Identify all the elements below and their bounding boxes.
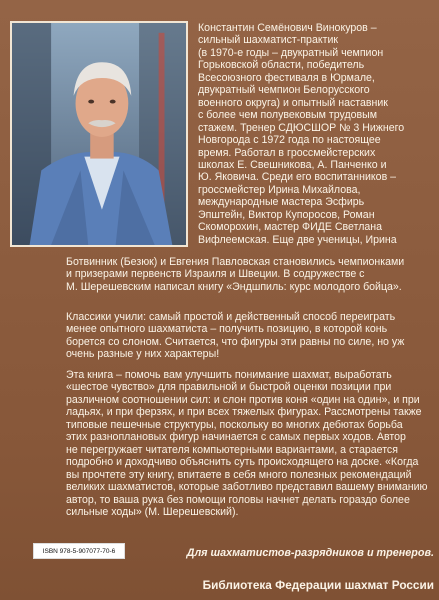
- bio-line: Константин Семёнович Винокуров –: [198, 22, 377, 34]
- author-bio-continued: [66, 256, 434, 293]
- bio-line: Всесоюзного фестиваля в Юрмале,: [198, 71, 375, 84]
- bio-line: и призерами первенств Израиля и Швеции. В содружестве с: [66, 268, 365, 281]
- description-line: вы прочтете эту книгу, впитаете в себя много полезных рекомендаций: [66, 468, 412, 481]
- description-line: великих шахматистов, которые заботливо представил вашему вниманию: [66, 481, 428, 494]
- bio-line: Новгорода с 1972 года по настоящее: [198, 134, 381, 147]
- description-line: ладьях, и при ферзях, и при всех тяжелых фигурах. Рассмотрены также: [66, 406, 422, 419]
- bio-line: Вифлеемская. Еще две ученицы, Ирина: [198, 233, 397, 246]
- bio-line: Горьковской области, победитель: [198, 59, 365, 72]
- author-portrait-image: [12, 23, 186, 245]
- bio-line: сильный шахматист-практик: [198, 34, 338, 47]
- bio-line: школах Е. Свешникова, А. Панченко и: [198, 158, 387, 171]
- bio-line: военного округа) и опытный наставник: [198, 96, 388, 109]
- bio-line: Эпштейн, Виктор Купоросов, Роман: [198, 208, 375, 221]
- bio-line: международные мастера Эсфирь: [198, 196, 365, 209]
- intro-line: менее опытного шахматиста – получить позицию, в которой конь: [66, 323, 388, 336]
- description-line: различном соотношении сил: и слон против коня «один на один», и при: [66, 393, 420, 406]
- audience-note: Для шахматистов-разрядников и тренеров.: [186, 547, 434, 559]
- bio-line: Ю. Яковича. Среди его воспитанников –: [198, 171, 397, 184]
- intro-line: борется со слоном. Считается, что фигуры эти равны по силе, но уж: [66, 335, 405, 348]
- description-line: Эта книга – помочь вам улучшить понимание шахмат, выработать: [66, 369, 392, 381]
- description-line: «шестое чувство» для правильной и быстрой оценки позиции при: [66, 381, 392, 394]
- bio-line: двукратный чемпион Белорусского: [198, 84, 370, 97]
- bio-line: гроссмейстер Ирина Михайлова,: [198, 183, 361, 196]
- description-line: типовые пешечные структуры, поскольку во многих дебютах борьба: [66, 418, 403, 431]
- intro-paragraph: [66, 311, 434, 361]
- description-line: автор, то ваша рука без помощи головы начнет делать гораздо более: [66, 493, 410, 506]
- bio-line: стажем. Тренер СДЮСШОР № 3 Нижнего: [198, 121, 405, 134]
- bio-line: время. Работал в гроссмейстерских: [198, 146, 376, 159]
- author-bio: [198, 22, 433, 246]
- bio-line: Ботвинник (Безюк) и Евгения Павловская становились чемпионками: [66, 256, 405, 268]
- intro-line: Классики учили: самый простой и действенный способ переиграть: [66, 311, 396, 323]
- description-line: этих разноплановых фигур начинается с самых первых ходов. Автор: [66, 431, 406, 444]
- description-line: сильные ходы» (М. Шерешевский).: [66, 505, 239, 518]
- intro-line: очень разные у них характеры!: [66, 348, 220, 361]
- bio-line: (в 1970-е годы – двукратный чемпион: [198, 46, 384, 59]
- bio-line: с более чем полувековым трудовым: [198, 109, 378, 122]
- bio-line: Скоморохин, мастер ФИДЕ Светлана: [198, 221, 383, 234]
- isbn-barcode: ISBN 978-5-907077-70-6: [33, 543, 125, 559]
- bio-line: М. Шерешевским написал книгу «Эндшпиль: курс молодого бойца».: [66, 280, 402, 293]
- description-line: подробно и доходчиво объяснить суть происходящего на доске. «Когда: [66, 456, 419, 469]
- book-description: [66, 369, 434, 518]
- author-photo: [10, 21, 188, 247]
- series-title: Библиотека Федерации шахмат России: [202, 578, 434, 592]
- description-line: не перегружает читателя компьютерными вариантами, а старается: [66, 443, 398, 456]
